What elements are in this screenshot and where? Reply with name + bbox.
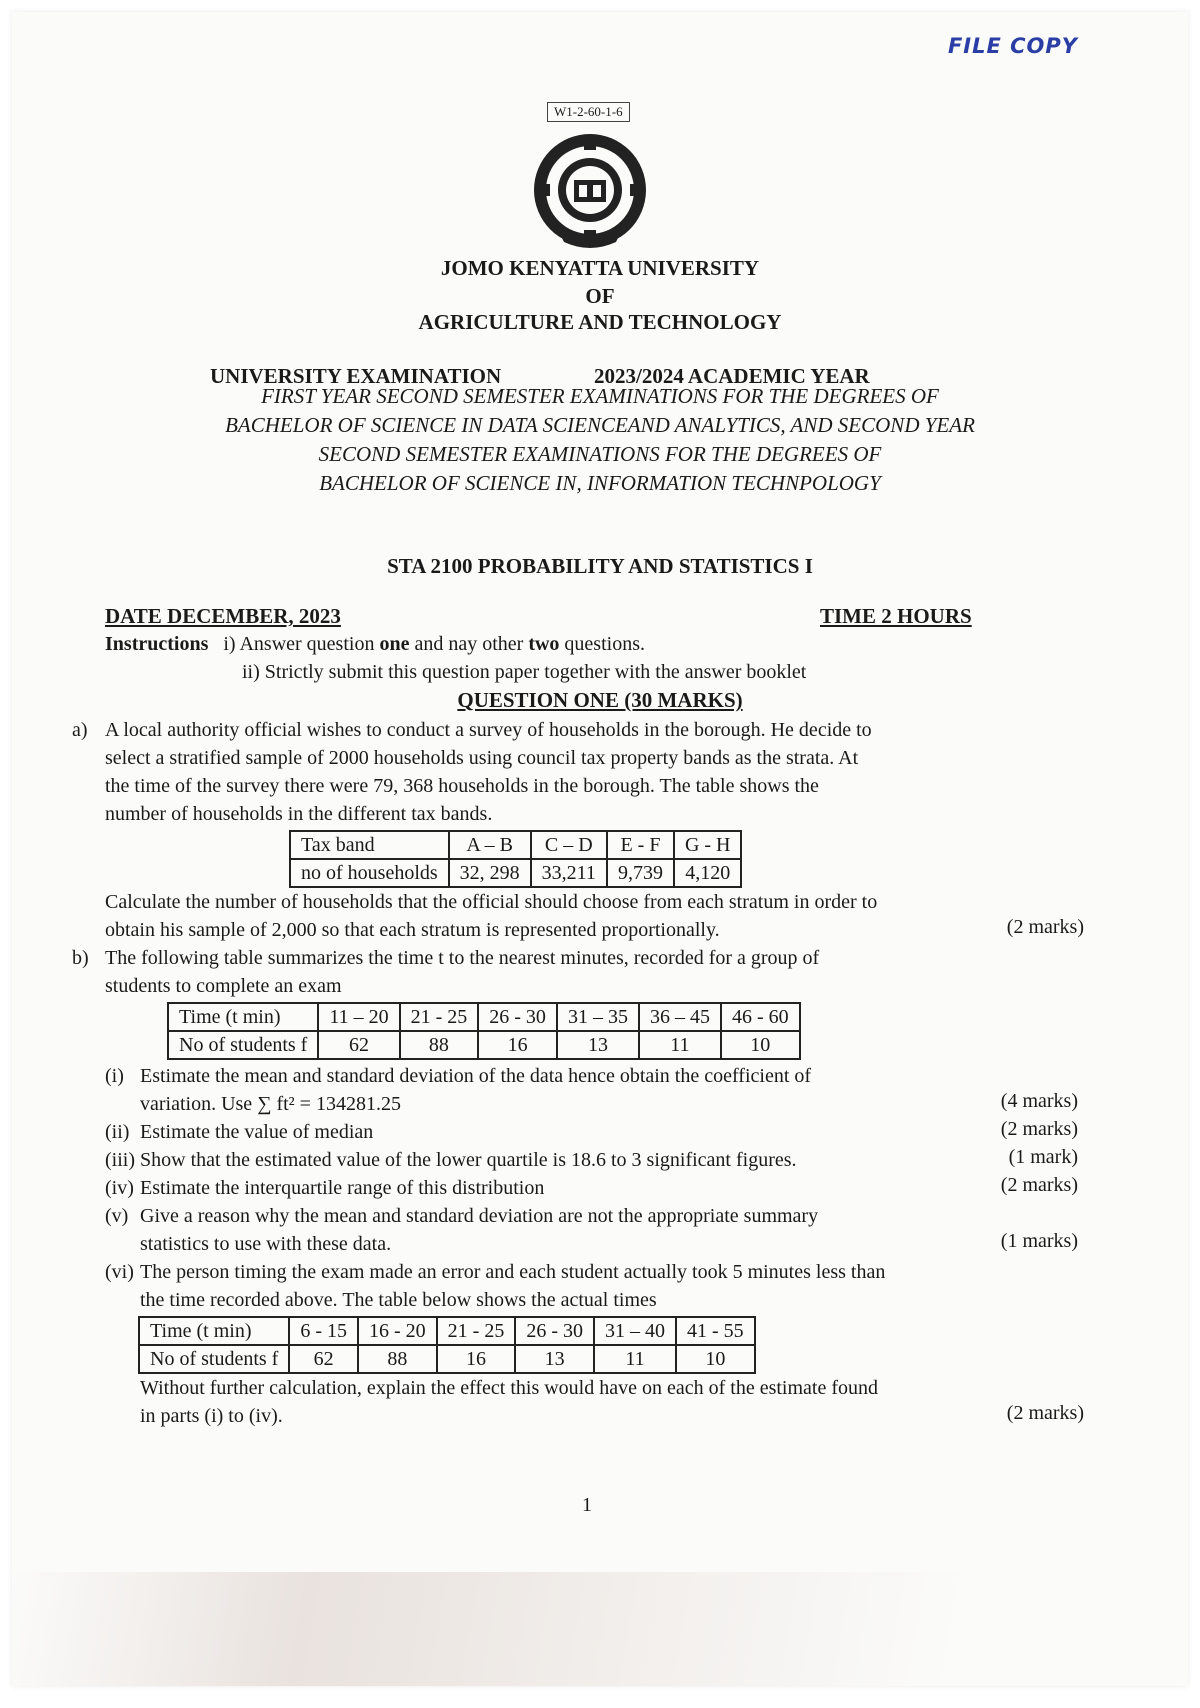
table-cell: 16 <box>437 1345 516 1373</box>
part-label: (i) <box>105 1065 124 1087</box>
university-crest-icon <box>530 130 650 250</box>
table-cell: 31 – 35 <box>557 1003 639 1031</box>
part-label: (v) <box>105 1205 129 1227</box>
table-cell: 88 <box>358 1345 437 1373</box>
part-text: Estimate the value of median <box>140 1121 374 1143</box>
degrees-line: FIRST YEAR SECOND SEMESTER EXAMINATIONS FOR THE DEGREES OF <box>261 384 939 408</box>
table-cell: 21 - 25 <box>400 1003 479 1031</box>
instructions <box>105 630 645 658</box>
table-cell: 32, 298 <box>449 859 531 887</box>
instruction-emph: one <box>379 633 410 655</box>
file-copy-stamp: FILE COPY <box>947 34 1078 58</box>
question-text: the time of the survey there were 79, 368 households in the borough. The table shows the <box>105 775 819 797</box>
instruction-i: i) Answer question <box>223 633 380 655</box>
part-text: statistics to use with these data. <box>140 1233 392 1255</box>
table-cell: no of households <box>290 859 449 887</box>
table-cell: 46 - 60 <box>721 1003 800 1031</box>
university-of: OF <box>585 284 615 308</box>
degrees-line: BACHELOR OF SCIENCE IN, INFORMATION TECHNPOLOGY <box>319 471 881 495</box>
table-cell: 11 – 20 <box>318 1003 399 1031</box>
question-text: Calculate the number of households that the official should choose from each stratum in order to <box>105 891 878 913</box>
part-text: Estimate the interquartile range of this distribution <box>140 1177 545 1199</box>
question-text: A local authority official wishes to conduct a survey of households in the borough. He decide to <box>105 719 872 741</box>
question-text: select a stratified sample of 2000 households using council tax property bands as the strata. At <box>105 747 859 769</box>
question-label: b) <box>72 947 89 969</box>
table-row <box>139 1317 755 1345</box>
table-cell: No of students f <box>139 1345 289 1373</box>
course-title: STA 2100 PROBABILITY AND STATISTICS I <box>387 554 813 578</box>
part-text: the time recorded above. The table below shows the actual times <box>140 1289 657 1311</box>
marks-label: (2 marks) <box>1006 1402 1084 1424</box>
table-cell: 4,120 <box>674 859 742 887</box>
table-cell: 31 – 40 <box>594 1317 676 1345</box>
table-cell: E - F <box>607 831 674 859</box>
table-cell: Time (t min) <box>139 1317 289 1345</box>
table-cell: 88 <box>400 1031 479 1059</box>
question-text: obtain his sample of 2,000 so that each stratum is represented proportionally. <box>105 919 720 941</box>
part-label: (vi) <box>105 1261 134 1283</box>
exam-time-table <box>167 1002 801 1060</box>
part-text: The person timing the exam made an error and each student actually took 5 minutes less than <box>140 1261 886 1283</box>
table-cell: A – B <box>449 831 531 859</box>
part-text: Give a reason why the mean and standard deviation are not the appropriate summary <box>140 1205 819 1227</box>
table-cell: 26 - 30 <box>515 1317 594 1345</box>
part-label: (iv) <box>105 1177 134 1199</box>
table-cell: Tax band <box>290 831 449 859</box>
question-label: a) <box>72 719 88 741</box>
marks-label: (2 marks) <box>1000 1118 1078 1140</box>
table-row <box>168 1003 800 1031</box>
table-cell: 33,211 <box>531 859 607 887</box>
table-cell: No of students f <box>168 1031 318 1059</box>
part-text: variation. Use ∑ ft² = 134281.25 <box>140 1093 401 1115</box>
question-text: students to complete an exam <box>105 975 342 997</box>
marks-label: (1 mark) <box>1008 1146 1078 1168</box>
question-one-title: QUESTION ONE (30 MARKS) <box>457 688 743 712</box>
table-cell: 9,739 <box>607 859 674 887</box>
question-text: number of households in the different tax bands. <box>105 803 493 825</box>
table-cell: 6 - 15 <box>289 1317 358 1345</box>
table-cell: 41 - 55 <box>676 1317 755 1345</box>
question-text: The following table summarizes the time t to the nearest minutes, recorded for a group of <box>105 947 820 969</box>
instruction-i: and nay other <box>409 633 529 655</box>
table-cell: 11 <box>639 1031 721 1059</box>
table-cell: 36 – 45 <box>639 1003 721 1031</box>
instruction-i: questions. <box>559 633 645 655</box>
marks-label: (4 marks) <box>1000 1090 1078 1112</box>
page-number: 1 <box>582 1494 592 1516</box>
table-row <box>290 859 741 887</box>
exam-duration: TIME 2 HOURS <box>820 604 972 628</box>
document-code: W1-2-60-1-6 <box>547 102 630 122</box>
scan-smudge <box>12 1572 1188 1686</box>
table-cell: 21 - 25 <box>437 1317 516 1345</box>
table-cell: 11 <box>594 1345 676 1373</box>
exam-page <box>12 12 1188 1686</box>
table-cell: 26 - 30 <box>478 1003 557 1031</box>
exam-title: UNIVERSITY EXAMINATION <box>210 364 502 388</box>
table-row <box>139 1345 755 1373</box>
actual-time-table <box>138 1316 756 1374</box>
table-cell: 10 <box>676 1345 755 1373</box>
tax-band-table <box>289 830 742 888</box>
marks-label: (1 marks) <box>1000 1230 1078 1252</box>
instruction-emph: two <box>528 633 560 655</box>
part-label: (ii) <box>105 1121 130 1143</box>
instructions-label: Instructions <box>105 633 209 655</box>
university-name: JOMO KENYATTA UNIVERSITY <box>440 256 760 280</box>
question-text: in parts (i) to (iv). <box>140 1405 283 1427</box>
table-cell: C – D <box>531 831 607 859</box>
table-cell: 13 <box>515 1345 594 1373</box>
table-cell: 62 <box>289 1345 358 1373</box>
university-faculty: AGRICULTURE AND TECHNOLOGY <box>418 310 782 334</box>
table-cell: 10 <box>721 1031 800 1059</box>
table-cell: 16 - 20 <box>358 1317 437 1345</box>
academic-year: 2023/2024 ACADEMIC YEAR <box>594 364 870 388</box>
table-cell: Time (t min) <box>168 1003 318 1031</box>
table-cell: G - H <box>674 831 742 859</box>
part-text: Estimate the mean and standard deviation of the data hence obtain the coefficient of <box>140 1065 812 1087</box>
question-text: Without further calculation, explain the effect this would have on each of the estimate found <box>140 1377 879 1399</box>
part-text: Show that the estimated value of the lower quartile is 18.6 to 3 significant figures. <box>140 1149 797 1171</box>
table-cell: 62 <box>318 1031 399 1059</box>
marks-label: (2 marks) <box>1000 1174 1078 1196</box>
exam-date: DATE DECEMBER, 2023 <box>105 604 341 628</box>
marks-label: (2 marks) <box>1006 916 1084 938</box>
table-row <box>290 831 741 859</box>
degrees-line: SECOND SEMESTER EXAMINATIONS FOR THE DEGREES OF <box>318 442 882 466</box>
table-row <box>168 1031 800 1059</box>
degrees-line: BACHELOR OF SCIENCE IN DATA SCIENCEAND ANALYTICS, AND SECOND YEAR <box>225 413 975 437</box>
table-cell: 13 <box>557 1031 639 1059</box>
table-cell: 16 <box>478 1031 557 1059</box>
part-label: (iii) <box>105 1149 135 1171</box>
instruction-ii: ii) Strictly submit this question paper together with the answer booklet <box>242 661 807 683</box>
